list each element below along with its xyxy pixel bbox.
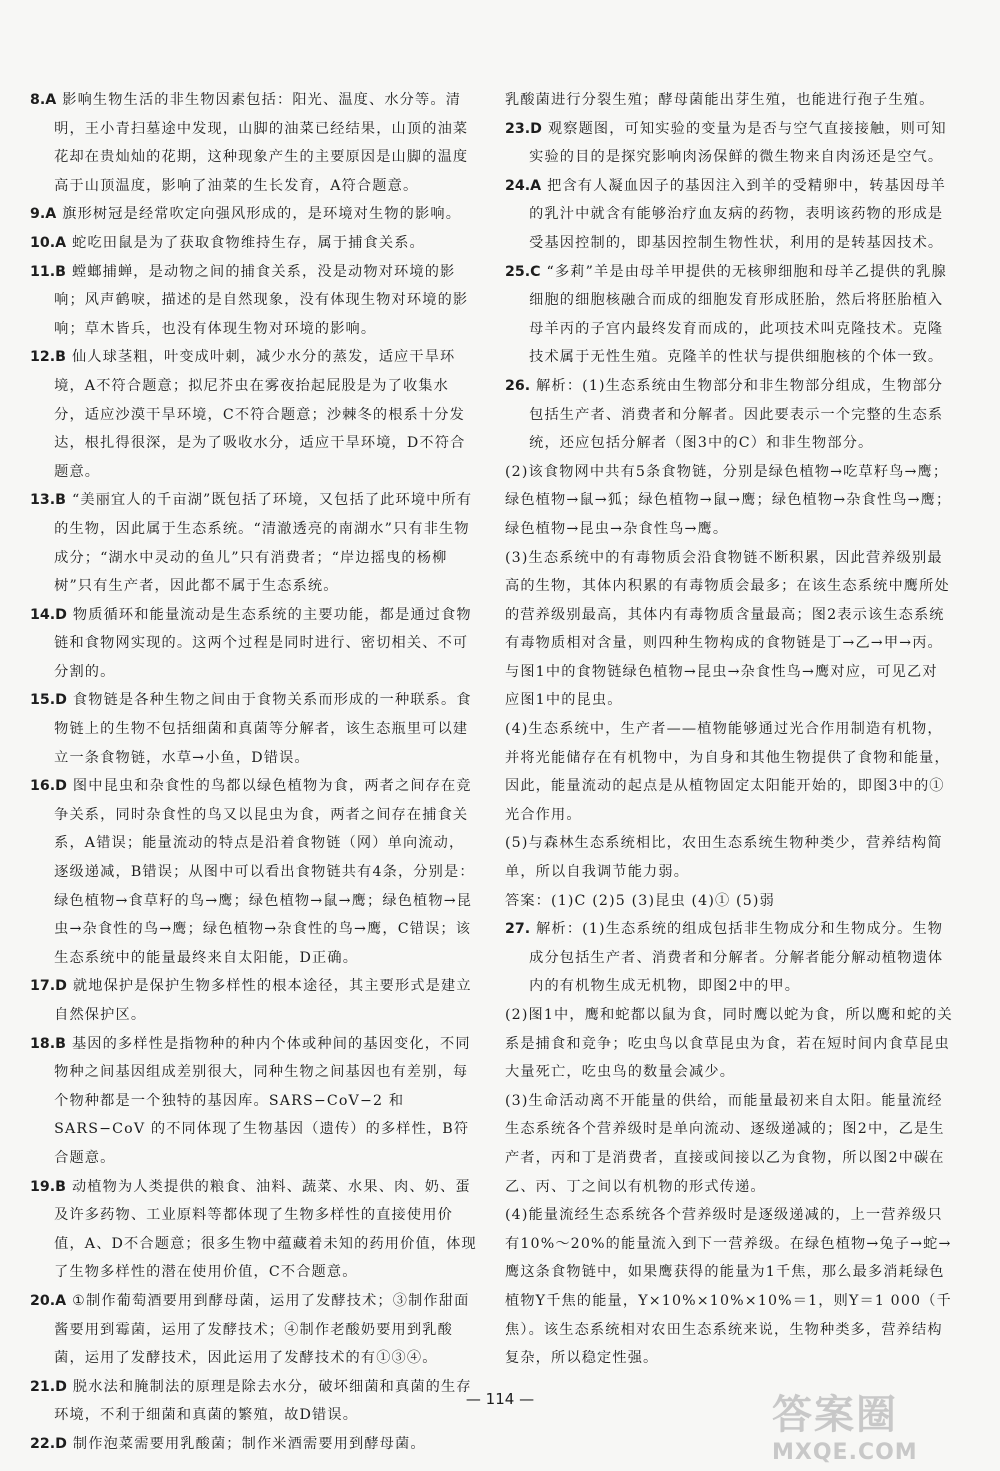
answer-text: (3)生态系统中的有毒物质会沿食物链不断积累，因此营养级别最高的生物，其体内积累的有毒物质会最多；在该生态系统中鹰所处的营养级别最高，其体内有毒物质含量最高；图2表示该生态系统有毒物质相对含量，则四种生物构成的食物链是丁→乙→甲→丙。与图1中的食物链绿色植物→昆虫→杂食性鸟→鹰对应，可见乙对应图1中的昆虫。 (505, 549, 950, 709)
answer-item (505, 887, 953, 916)
question-number: 14.D (30, 606, 67, 623)
answer-item (505, 172, 953, 258)
watermark-logo (772, 1383, 982, 1465)
answer-item (505, 86, 953, 115)
question-number: 12.B (30, 349, 66, 366)
answer-item (30, 343, 478, 486)
question-number: 8.A (30, 92, 57, 108)
answer-item (505, 829, 953, 886)
answer-text: 动植物为人类提供的粮食、油料、蔬菜、水果、肉、奶、蛋及许多药物、工业原料等都体现了生物多样性的直接使用价值，A、D不合题意；很多生物中蕴藏着未知的药用价值，体现了生物多样性的潜在使用价值，C不合题意。 (54, 1178, 477, 1281)
question-number: 13.B (30, 492, 66, 509)
answer-item (30, 486, 478, 600)
answer-text: 把含有人凝血因子的基因注入到羊的受精卵中，转基因母羊的乳汁中就含有能够治疗血友病的药物，表明该药物的形成是受基因控制的，即基因控制生物性状，利用的是转基因技术。 (529, 177, 946, 251)
answer-text: 观察题图，可知实验的变量为是否与空气直接接触，则可知实验的目的是探究影响肉汤保鲜的微生物来自肉汤还是空气。 (529, 120, 947, 166)
answer-text: 蛇吃田鼠是为了获取食物维持生存，属于捕食关系。 (72, 234, 425, 251)
watermark-main: 答案圈 (772, 1392, 898, 1438)
answer-text: (5)与森林生态系统相比，农田生态系统生物种类少，营养结构简单，所以自我调节能力弱。 (505, 835, 943, 881)
answer-item (30, 1287, 478, 1373)
answer-text: 物质循环和能量流动是生态系统的主要功能，都是通过食物链和食物网实现的。这两个过程是同时进行、密切相关、不可分割的。 (54, 606, 472, 680)
answer-item (30, 86, 478, 200)
question-number: 15.D (30, 692, 67, 709)
answer-text: 基因的多样性是指物种的种内个体或种间的基因变化，不同物种之间基因组成差别很大，同种生物之间基因也有差别，每个物种都是一个独特的基因库。SARS−CoV−2 和 SARS−CoV 的不同体现了生物基因（遗传）的多样性，B符合题意。 (54, 1035, 471, 1166)
question-number: 25.C (505, 263, 541, 280)
answer-text: 解析：(1)生态系统的组成包括非生物成分和生物成分。生物成分包括生产者、消费者和分解者。分解者能分解动植物遗体内的有机物生成无机物，即图2中的甲。 (529, 921, 944, 995)
question-number: 18.B (30, 1035, 66, 1052)
answer-text: ①制作葡萄酒要用到酵母菌，运用了发酵技术；③制作甜面酱要用到霉菌，运用了发酵技术；④制作老酸奶要用到乳酸菌，运用了发酵技术，因此运用了发酵技术的有①③④。 (54, 1292, 470, 1367)
answer-text: (3)生命活动离不开能量的供给，而能量最初来自太阳。能量流经生态系统各个营养级时是单向流动、逐级递减的；图2中，乙是生产者，丙和丁是消费者，直接或间接以乙为食物，所以图2中碳在乙、丙、丁之间以有机物的形式传递。 (505, 1092, 945, 1195)
answer-text: (2)该食物网中共有5条食物链，分别是绿色植物→吃草籽鸟→鹰；绿色植物→鼠→狐；绿色植物→鼠→鹰；绿色植物→杂食性鸟→鹰；绿色植物→昆虫→杂食性鸟→鹰。 (505, 463, 952, 537)
page-number: — 114 — (465, 1390, 535, 1408)
right-column (505, 86, 953, 1373)
question-number: 20.A (30, 1292, 67, 1309)
question-number: 16.D (30, 778, 67, 795)
answer-text: (4)生态系统中，生产者——植物能够通过光合作用制造有机物，并将光能储存在有机物中，为自身和其他生物提供了食物和能量，因此，能量流动的起点是从植物固定太阳能开始的，即图3中的①光合作用。 (505, 721, 950, 823)
question-number: 23.D (505, 120, 542, 137)
answer-item (30, 686, 478, 772)
answer-item (505, 715, 953, 829)
answer-item (505, 544, 953, 716)
question-number: 19.B (30, 1178, 66, 1195)
answer-text: 食物链是各种生物之间由于食物关系而形成的一种联系。食物链上的生物不包括细菌和真菌等分解者，该生态瓶里可以建立一条食物链，水草→小鱼，D错误。 (54, 692, 472, 766)
answer-item (505, 372, 953, 458)
question-number: 22.D (30, 1435, 67, 1452)
answer-text: 仙人球茎粗，叶变成叶刺，减少水分的蒸发，适应干旱环境，A不符合题意；拟尼芥虫在雾夜抬起屁股是为了收集水分，适应沙漠干旱环境，C不符合题意；沙棘冬的根系十分发达，根扎得很深，是为了吸收水分，适应干旱环境，D不符合题意。 (54, 349, 466, 480)
answer-item (30, 200, 478, 229)
answer-text: (2)图1中，鹰和蛇都以鼠为食，同时鹰以蛇为食，所以鹰和蛇的关系是捕食和竞争；吃虫鸟以食草昆虫为食，若在短时间内食草昆虫大量死亡，吃虫鸟的数量会减少。 (505, 1007, 953, 1081)
answer-text: 脱水法和腌制法的原理是除去水分，破坏细菌和真菌的生存环境，不利于细菌和真菌的繁殖，故D错误。 (54, 1378, 472, 1424)
answer-text: “多莉”羊是由母羊甲提供的无核卵细胞和母羊乙提供的乳腺细胞的细胞核融合而成的细胞发育形成胚胎，然后将胚胎植入母羊丙的子宫内最终发育而成的，此项技术叫克隆技术。克隆技术属于无性生殖。克隆羊的性状与提供细胞核的个体一致。 (529, 263, 947, 366)
answer-item (30, 1430, 478, 1459)
answer-item (505, 258, 953, 372)
answer-item (30, 601, 478, 687)
answer-item (30, 229, 478, 258)
answer-item (505, 115, 953, 172)
answer-item (505, 1201, 953, 1373)
answer-item (30, 1030, 478, 1173)
answer-item (30, 972, 478, 1029)
left-column (30, 86, 478, 1459)
answer-text: (4)能量流经生态系统各个营养级时是逐级递减的，上一营养级只有10%～20%的能量流入到下一营养级。在绿色植物→兔子→蛇→鹰这条食物链中，如果鹰获得的能量为1千焦，那么最多消耗绿色植物Y千焦的能量，Y×10%×10%×10%＝1，则Y＝1 000（千焦）。该生态系统相对农田生态系统来说，生物种类多，营养结构复杂，所以稳定性强。 (505, 1207, 952, 1367)
question-number: 9.A (30, 206, 57, 223)
answer-text: 制作泡菜需要用乳酸菌；制作米酒需要用到酵母菌。 (72, 1435, 426, 1452)
question-number: 11.B (30, 263, 66, 280)
answer-text: 答案：(1)C (2)5 (3)昆虫 (4)① (5)弱 (505, 892, 775, 909)
question-number: 24.A (505, 177, 542, 194)
answer-text: “美丽宜人的千亩湖”既包括了环境，又包括了此环境中所有的生物，因此属于生态系统。“清澈透亮的南湖水”只有非生物成分；“湖水中灵动的鱼儿”只有消费者；“岸边摇曳的杨柳树”只有生产者，因此都不属于生态系统。 (54, 492, 473, 595)
answer-item (505, 1001, 953, 1087)
answer-text: 图中昆虫和杂食性的鸟都以绿色植物为食，两者之间存在竞争关系，同时杂食性的鸟又以昆虫为食，两者之间存在捕食关系，A错误；能量流动的特点是沿着食物链（网）单向流动，逐级递减，B错误；从图中可以看出食物链共有4条，分别是：绿色植物→食草籽的鸟→鹰；绿色植物→鼠→鹰；绿色植物→昆虫→杂食性的鸟→鹰；绿色植物→杂食性的鸟→鹰，C错误；该生态系统中的能量最终来自太阳能，D正确。 (54, 778, 475, 966)
answer-item (30, 1173, 478, 1287)
question-number: 17.D (30, 978, 67, 995)
answer-item (505, 1087, 953, 1201)
answer-text: 解析：(1)生态系统由生物部分和非生物部分组成，生物部分包括生产者、消费者和分解者。因此要表示一个完整的生态系统，还应包括分解者（图3中的C）和非生物部分。 (529, 377, 944, 452)
answer-item (505, 915, 953, 1001)
answer-item (505, 458, 953, 544)
answer-text: 螳螂捕蝉，是动物之间的捕食关系，没是动物对环境的影响；风声鹤唳，描述的是自然现象，没有体现生物对环境的影响；草木皆兵，也没有体现生物对环境的影响。 (54, 263, 469, 337)
answer-item (30, 258, 478, 344)
answer-text: 乳酸菌进行分裂生殖；酵母菌能出芽生殖，也能进行孢子生殖。 (505, 92, 935, 108)
question-number: 26. (505, 377, 531, 394)
answer-item (30, 772, 478, 972)
question-number: 27. (505, 921, 531, 938)
answer-text: 就地保护是保护生物多样性的根本途径，其主要形式是建立自然保护区。 (54, 978, 472, 1023)
question-number: 10.A (30, 234, 67, 251)
question-number: 21.D (30, 1378, 67, 1395)
watermark-sub: MXQE.COM (772, 1440, 918, 1465)
answer-text: 影响生物生活的非生物因素包括：阳光、温度、水分等。清明，王小青扫墓途中发现，山脚的油菜已经结果，山顶的油菜花却在贵灿灿的花期，这种现象产生的主要原因是山脚的温度高于山顶温度，影响了油菜的生长发育，A符合题意。 (54, 92, 469, 194)
answer-text: 旗形树冠是经常吹定向强风形成的，是环境对生物的影响。 (62, 206, 462, 223)
